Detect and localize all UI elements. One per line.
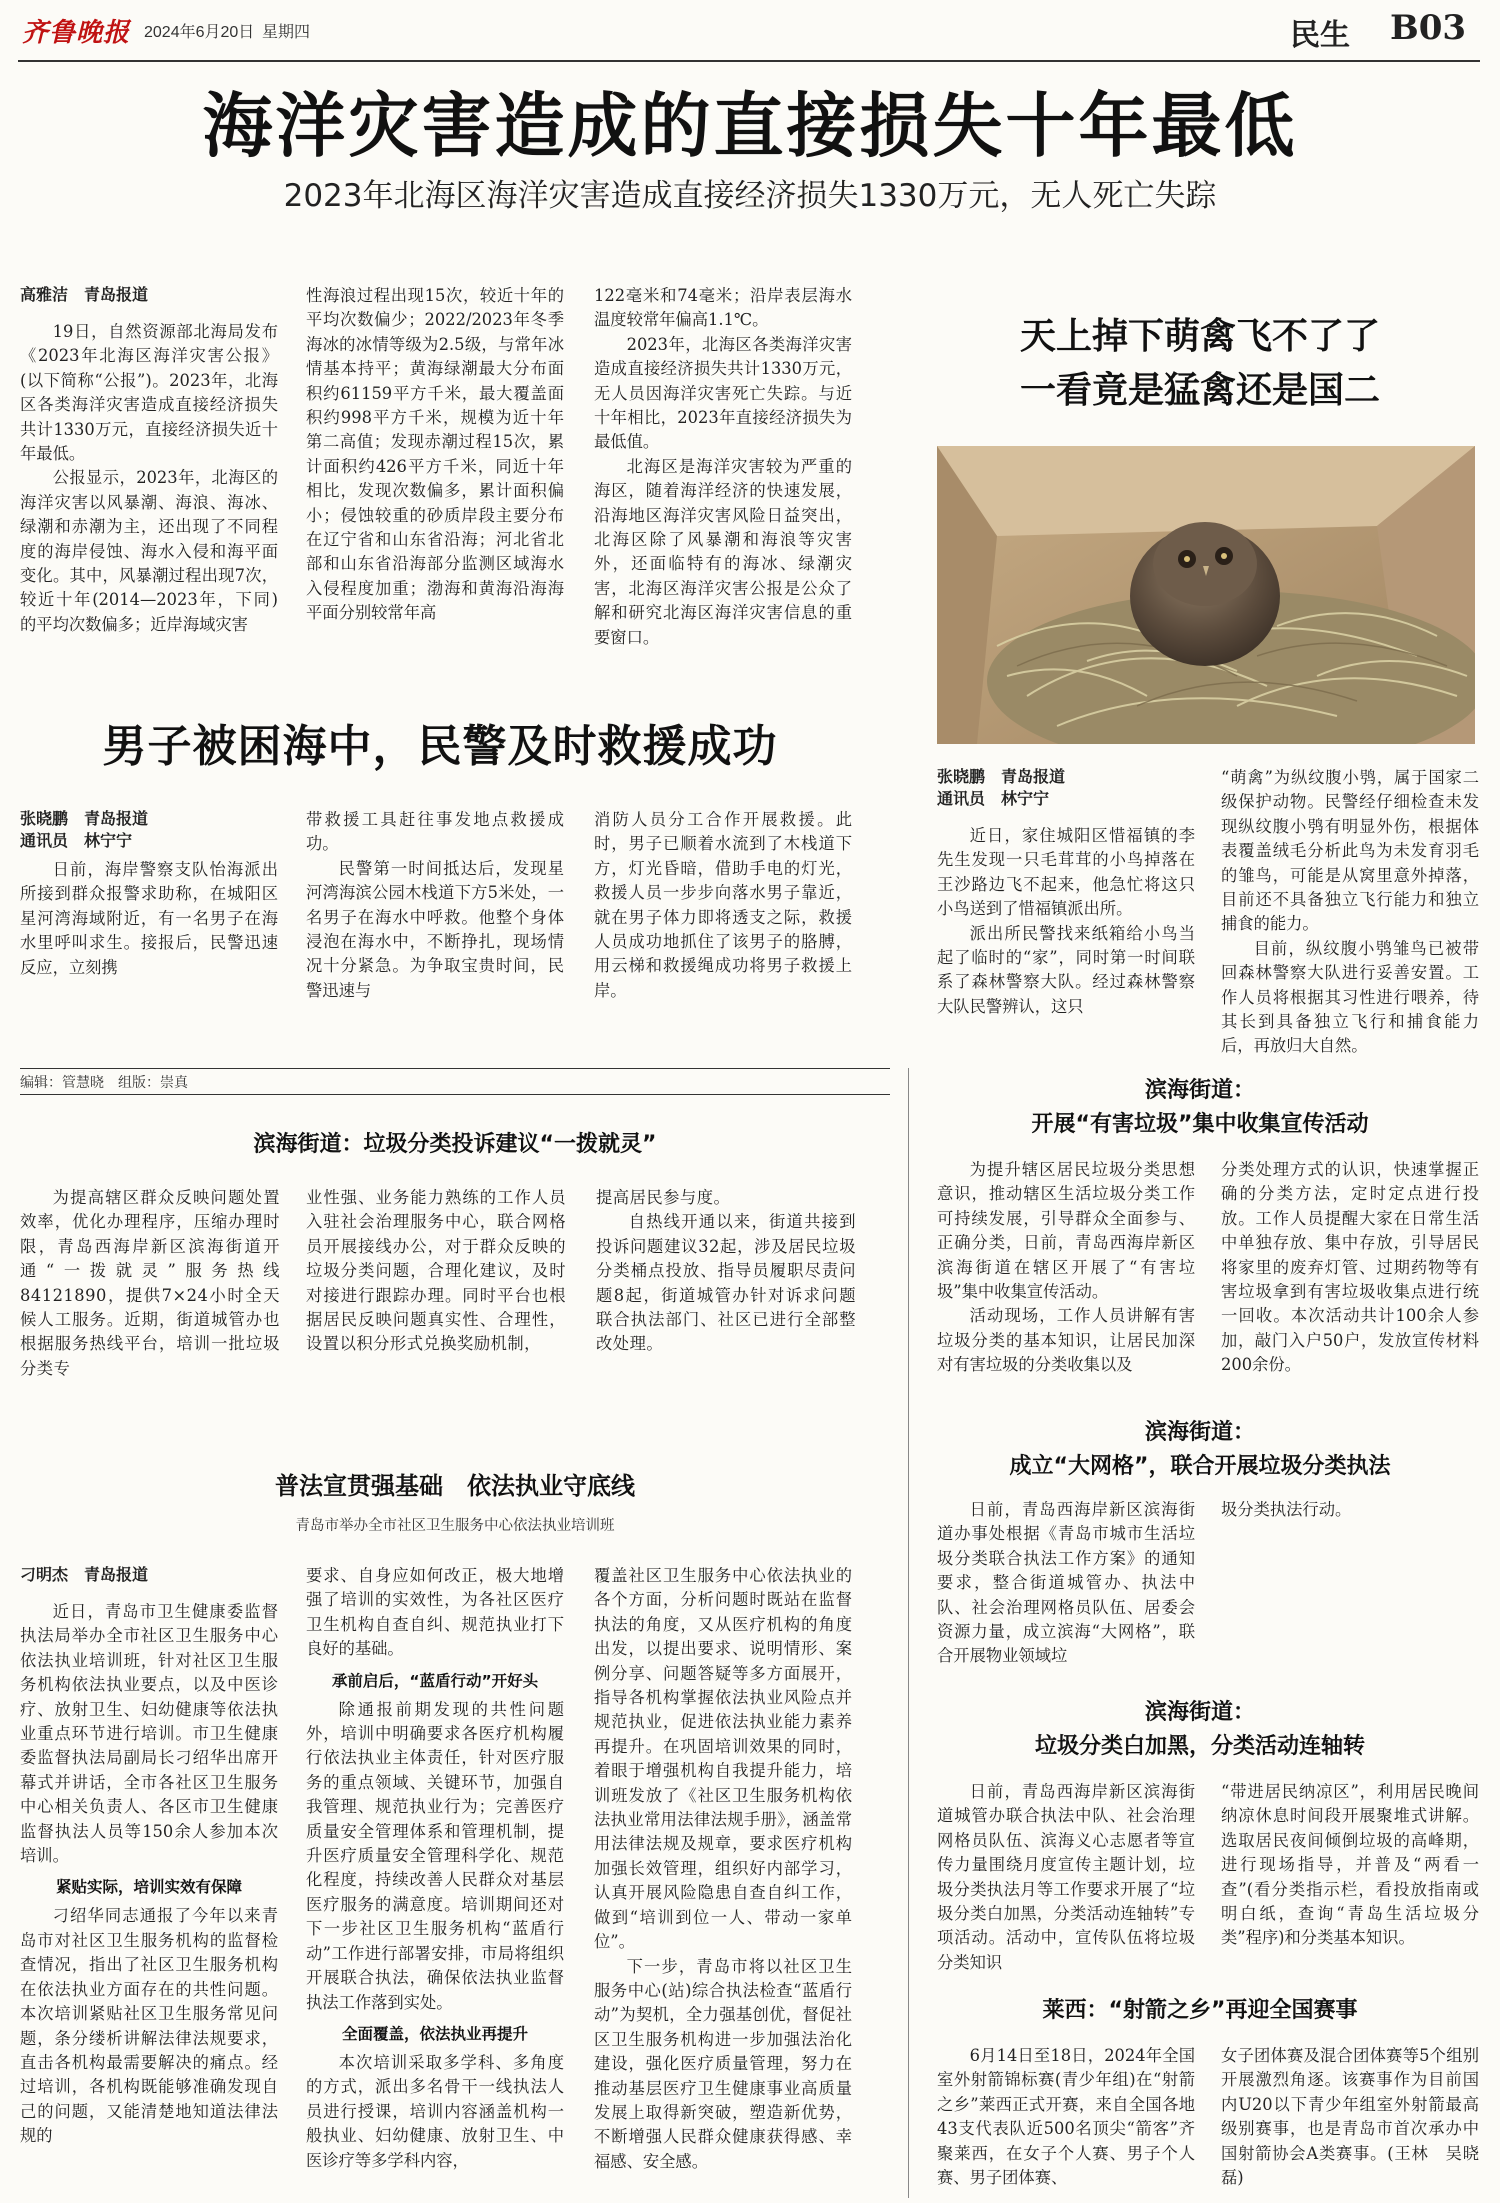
harmful-column-2 (1221, 1158, 1479, 1378)
paragraph: 分类处理方式的认识，快速掌握正确的分类方法，定时定点进行投放。工作人员提醒大家在日常生活中单独存放、集中存放，引导居民将家里的废弃灯管、过期药物等有害垃圾拿到有害垃圾收集点进行统一回收。本次活动共计100余人参加，敲门入户50户，发放宣传材料200余份。 (1221, 1160, 1479, 1375)
paragraph: 近日，家住城阳区惜福镇的李先生发现一只毛茸茸的小鸟掉落在王沙路边飞不起来，他急忙将这只小鸟送到了惜福镇派出所。 (937, 826, 1195, 919)
lead-column-1 (20, 320, 278, 637)
paragraph: 要求、自身应如何改正，极大地增强了培训的实效性，为各社区医疗卫生机构自查自纠、规范执业打下良好的基础。 (306, 1566, 564, 1659)
complaint-column-1 (20, 1186, 280, 1381)
archery-column-1 (937, 2044, 1195, 2190)
law-subhead: 紧贴实际，培训实效有保障 (55, 1878, 242, 1897)
paragraph: 女子团体赛及混合团体赛等5个组别开展激烈角逐。该赛事作为目前国内U20以下青少年组室外射箭最高级别赛事，也是青岛市首次承办中国射箭协会A类赛事。(王林 吴晓磊) (1221, 2046, 1479, 2188)
complaint-headline: 滨海街道：垃圾分类投诉建议“一拨就灵” (253, 1132, 657, 1157)
owl-headline-1: 天上掉下萌禽飞不了了 (1019, 316, 1380, 357)
owl-column-2 (1221, 766, 1479, 1059)
lead-column-2 (306, 284, 564, 626)
paragraph: 公报显示，2023年，北海区的海洋灾害以风暴潮、海浪、海冰、绿潮和赤潮为主，还出现了不同程度的海岸侵蚀、海水入侵和海平面变化。其中，风暴潮过程出现7次，较近十年(2014—2023年，下同)的平均次数偏多；近岸海域灾害 (20, 468, 278, 634)
column-divider (908, 1068, 909, 2198)
paragraph: 日前，青岛西海岸新区滨海街道办事处根据《青岛市城市生活垃圾分类联合执法工作方案》的通知要求，整合街道城管办、执法中队、社会治理网格员队伍、居委会资源力量，成立滨海“大网格”，联合开展物业领域垃 (937, 1500, 1195, 1666)
paragraph: 活动现场，工作人员讲解有害垃圾分类的基本知识，让居民加深对有害垃圾的分类收集以及 (937, 1306, 1195, 1375)
editor-rule (20, 1068, 890, 1069)
rescue-byline: 通讯员 林宁宁 (20, 831, 133, 850)
owl-byline: 张晓鹏 青岛报道 (937, 767, 1066, 786)
complaint-column-2 (306, 1186, 566, 1357)
paragraph: 为提高辖区群众反映问题处置效率，优化办理程序，压缩办理时限，青岛西海岸新区滨海街道开通“一拨就灵”服务热线84121890，提供7×24小时全天候人工服务。近期，街道城管办也根据服务热线平台，培训一批垃圾分类专 (20, 1188, 280, 1378)
rescue-column-3 (594, 808, 852, 1003)
paragraph: 刁绍华同志通报了今年以来青岛市对社区卫生服务机构的监督检查情况，指出了社区卫生服务机构在依法执业方面存在的共性问题。本次培训紧贴社区卫生服务常见问题，条分缕析讲解法律法规要求，直击各机构最需要解决的痛点。经过培训，各机构既能够准确发现自己的问题，又能清楚地知道法律法规的 (20, 1906, 278, 2146)
complaint-column-3 (596, 1186, 856, 1357)
grid-column-1 (937, 1498, 1195, 1669)
paragraph: 6月14日至18日，2024年全国室外射箭锦标赛(青少年组)在“射箭之乡”莱西正式开赛，来自全国各地43支代表队近500名顶尖“箭客”齐聚莱西，在女子个人赛、男子个人赛、男子团体赛、 (937, 2046, 1195, 2188)
rescue-bylines (20, 808, 148, 852)
law-column-3 (594, 1564, 852, 2174)
owl-byline: 通讯员 林宁宁 (937, 789, 1050, 808)
paragraph: 122毫米和74毫米；沿岸表层海水温度较常年偏高1.1℃。 (594, 286, 852, 330)
rescue-byline: 张晓鹏 青岛报道 (20, 809, 149, 828)
harmful-headline-1: 滨海街道： (1144, 1078, 1255, 1103)
harmful-headline-2: 开展“有害垃圾”集中收集宣传活动 (1031, 1112, 1369, 1137)
law-column-2 (306, 1564, 564, 2173)
paragraph: 业性强、业务能力熟练的工作人员入驻社会治理服务中心，联合网格员开展接线办公，对于群众反映的垃圾分类问题，合理化建议，及时对接进行跟踪办理。同时平台也根据居民反映问题真实性、合理性，设置以积分形式兑换奖励机制， (306, 1188, 566, 1354)
paragraph: 近日，青岛市卫生健康委监督执法局举办全市社区卫生服务中心依法执业培训班，针对社区卫生服务机构依法执业要点，以及中医诊疗、放射卫生、妇幼健康等依法执业重点环节进行培训。市卫生健康委监督执法局副局长刁绍华出席开幕式并讲话，全市各社区卫生服务中心相关负责人、各区市卫生健康监督执法人员等150余人参加本次培训。 (20, 1602, 278, 1866)
paragraph: 北海区是海洋灾害较为严重的海区，随着海洋经济的快速发展，沿海地区海洋灾害风险日益突出，北海区除了风暴潮和海浪等灾害外，还面临特有的海冰、绿潮灾害，北海区海洋灾害公报是公众了解和研究北海区海洋灾害信息的重要窗口。 (594, 456, 852, 647)
owl-bylines (937, 766, 1065, 810)
paragraph: 带救援工具赶往事发地点救援成功。 (306, 810, 564, 854)
linked-column-2 (1221, 1780, 1479, 1951)
paragraph: 2023年，北海区各类海洋灾害造成直接经济损失共计1330万元，无人员因海洋灾害死亡失踪。与近十年相比，2023年直接经济损失为最低值。 (594, 334, 852, 452)
law-headline: 普法宣贯强基础 依法执业守底线 (275, 1472, 635, 1500)
masthead (0, 0, 1500, 62)
owl-photo (937, 446, 1475, 744)
law-subhead: 承前启后，“蓝盾行动”开好头 (331, 1671, 539, 1690)
paragraph: 日前，海岸警察支队怡海派出所接到群众报警求助称，在城阳区星河湾海域附近，有一名男子在海水里呼叫求生。接报后，民警迅速反应，立刻携 (20, 860, 278, 977)
paragraph: 19日，自然资源部北海局发布《2023年北海区海洋灾害公报》(以下简称“公报”)。2023年，北海区各类海洋灾害造成直接经济损失共计1330万元，直接经济损失近十年最低。 (20, 322, 278, 464)
law-byline: 刁明杰 青岛报道 (20, 1565, 149, 1584)
archery-column-2 (1221, 2044, 1479, 2190)
page-number: B03 (1390, 8, 1467, 48)
paragraph: “带进居民纳凉区”，利用居民晚间纳凉休息时间段开展聚堆式讲解。选取居民夜间倾倒垃圾的高峰期，进行现场指导，并普及“两看一查”(看分类指示栏，看投放指南或明白纸，查询“青岛生活垃圾分类”程序)和分类基本知识。 (1221, 1782, 1479, 1948)
linked-column-1 (937, 1780, 1195, 1975)
paragraph: 提高居民参与度。 (596, 1188, 731, 1207)
paragraph: 自热线开通以来，街道共接到投诉问题建议32起，涉及居民垃圾分类桶点投放、指导员履职尽责问题8起，街道城管办针对诉求问题联合执法部门、社区已进行全部整改处理。 (596, 1212, 856, 1354)
lead-byline: 高雅洁 青岛报道 (20, 285, 149, 304)
law-subhead: 全面覆盖，依法执业再提升 (341, 2024, 528, 2043)
masthead-rule (18, 60, 1480, 62)
newspaper-logo: 齐鲁晚报 (22, 18, 131, 48)
lead-headline: 海洋灾害造成的直接损失十年最低 (202, 85, 1298, 167)
lead-column-3 (594, 284, 852, 650)
harmful-column-1 (937, 1158, 1195, 1378)
archery-headline: 莱西：“射箭之乡”再迎全国赛事 (1042, 1998, 1358, 2023)
paragraph: 除通报前期发现的共性问题外，培训中明确要求各医疗机构履行依法执业主体责任，针对医疗服务的重点领域、关键环节，加强自我管理、规范执业行为；完善医疗质量安全管理体系和管理机制，提升医疗质量安全管理科学化、规范化程度，持续改善人民群众对基层医疗服务的满意度。培训期间还对下一步社区卫生服务机构“蓝盾行动”工作进行部署安排，市局将组织开展联合执法，确保依法执业监督执法工作落到实处。 (306, 1699, 564, 2012)
grid-headline-2: 成立“大网格”，联合开展垃圾分类执法 (1009, 1454, 1391, 1479)
grid-column-2 (1221, 1498, 1479, 1522)
editor-credit: 编辑：管慧晓 组版：崇真 (20, 1075, 188, 1091)
owl-column-1 (937, 824, 1195, 1019)
paragraph: 目前，纵纹腹小鸮雏鸟已被带回森林警察大队进行妥善安置。工作人员将根据其习性进行喂养，待其长到具备独立飞行和捕食能力后，再放归大自然。 (1221, 938, 1479, 1056)
issue-date: 2024年6月20日 (144, 24, 255, 41)
lead-subheadline: 2023年北海区海洋灾害造成直接经济损失1330万元，无人死亡失踪 (283, 178, 1217, 214)
law-subheadline: 青岛市举办全市社区卫生服务中心依法执业培训班 (295, 1518, 615, 1534)
paragraph: 覆盖社区卫生服务中心依法执业的各个方面，分析问题时既站在监督执法的角度，又从医疗机构的角度出发，以提出要求、说明情形、案例分享、问题答疑等多方面展开，指导各机构掌握依法执业风险点并规范执业，促进依法执业能力素养再提升。在巩固培训效果的同时，着眼于增强机构自我提升能力，培训班发放了《社区卫生服务机构依法执业常用法律法规手册》，涵盖常用法律法规及规章，要求医疗机构加强长效管理，组织好内部学习，认真开展风险隐患自查自纠工作，做到“培训到位一人、带动一家单位”。 (594, 1566, 852, 1952)
paragraph: 为提升辖区居民垃圾分类思想意识，推动辖区生活垃圾分类工作可持续发展，引导群众全面参与、正确分类，日前，青岛西海岸新区滨海街道在辖区开展了“有害垃圾”集中收集宣传活动。 (937, 1160, 1195, 1302)
rescue-headline: 男子被困海中，民警及时救援成功 (102, 721, 778, 772)
linked-headline-2: 垃圾分类白加黑，分类活动连轴转 (1034, 1734, 1365, 1759)
paragraph: 性海浪过程出现15次，较近十年的平均次数偏少；2022/2023年冬季海冰的冰情等级为2.5级，与常年冰情基本持平；黄海绿潮最大分布面积约61159平方千米，最大覆盖面积约998平方千米，规模为近十年第二高值；发现赤潮过程15次，累计面积约426平方千米，同近十年相比，发现次数偏多，累计面积偏小；侵蚀较重的砂质岸段主要分布在辽宁省和山东省沿海；河北省北部和山东省沿海部分监测区域海水入侵程度加重；渤海和黄海沿海海平面分别较常年高 (306, 286, 564, 623)
paragraph: 日前，青岛西海岸新区滨海街道城管办联合执法中队、社会治理网格员队伍、滨海义心志愿者等宣传力量围绕月度宣传主题计划，垃圾分类执法月等工作要求开展了“垃圾分类白加黑，分类活动连轴转”专项活动。活动中，宣传队伍将垃圾分类知识 (937, 1782, 1195, 1972)
paragraph: 圾分类执法行动。 (1221, 1500, 1352, 1519)
law-column-1 (20, 1600, 278, 2149)
linked-headline-1: 滨海街道： (1144, 1700, 1255, 1725)
paragraph: 下一步，青岛市将以社区卫生服务中心(站)综合执法检查“蓝盾行动”为契机，全力强基创优，督促社区卫生服务机构进一步加强法治化建设，强化医疗质量管理，努力在推动基层医疗卫生健康事业高质量发展上取得新突破，塑造新优势，不断增强人民群众健康获得感、幸福感、安全感。 (594, 1956, 852, 2171)
paragraph: 本次培训采取多学科、多角度的方式，派出多名骨干一线执法人员进行授课，培训内容涵盖机构一般执业、妇幼健康、放射卫生、中医诊疗等多学科内容， (306, 2052, 564, 2170)
paragraph: “萌禽”为纵纹腹小鸮，属于国家二级保护动物。民警经仔细检查未发现纵纹腹小鸮有明显外伤，根据体表覆盖绒毛分析此鸟为未发育羽毛的雏鸟，可能是从窝里意外掉落，目前还不具备独立飞行能力和独立捕食的能力。 (1221, 768, 1479, 934)
rescue-column-2 (306, 808, 564, 1003)
owl-headline-2: 一看竟是猛禽还是国二 (1019, 370, 1380, 411)
paragraph: 消防人员分工合作开展救援。此时，男子已顺着水流到了木栈道下方，灯光昏暗，借助手电的灯光，救援人员一步步向落水男子靠近，就在男子体力即将透支之际，救援人员成功地抓住了该男子的胳膊，用云梯和救援绳成功将男子救援上岸。 (594, 810, 852, 1000)
editor-rule-2 (20, 1094, 890, 1095)
section-label: 民生 (1290, 18, 1350, 53)
rescue-column-1 (20, 858, 278, 980)
paragraph: 民警第一时间抵达后，发现星河湾海滨公园木栈道下方5米处，一名男子在海水中呼救。他整个身体浸泡在海水中，不断挣扎，现场情况十分紧急。为争取宝贵时间，民警迅速与 (306, 858, 564, 1000)
paragraph: 派出所民警找来纸箱给小鸟当起了临时的“家”，同时第一时间联系了森林警察大队。经过森林警察大队民警辨认，这只 (937, 923, 1195, 1016)
grid-headline-1: 滨海街道： (1144, 1420, 1255, 1445)
issue-weekday: 星期四 (262, 24, 311, 41)
owl-chick-in-box-image (937, 446, 1475, 744)
